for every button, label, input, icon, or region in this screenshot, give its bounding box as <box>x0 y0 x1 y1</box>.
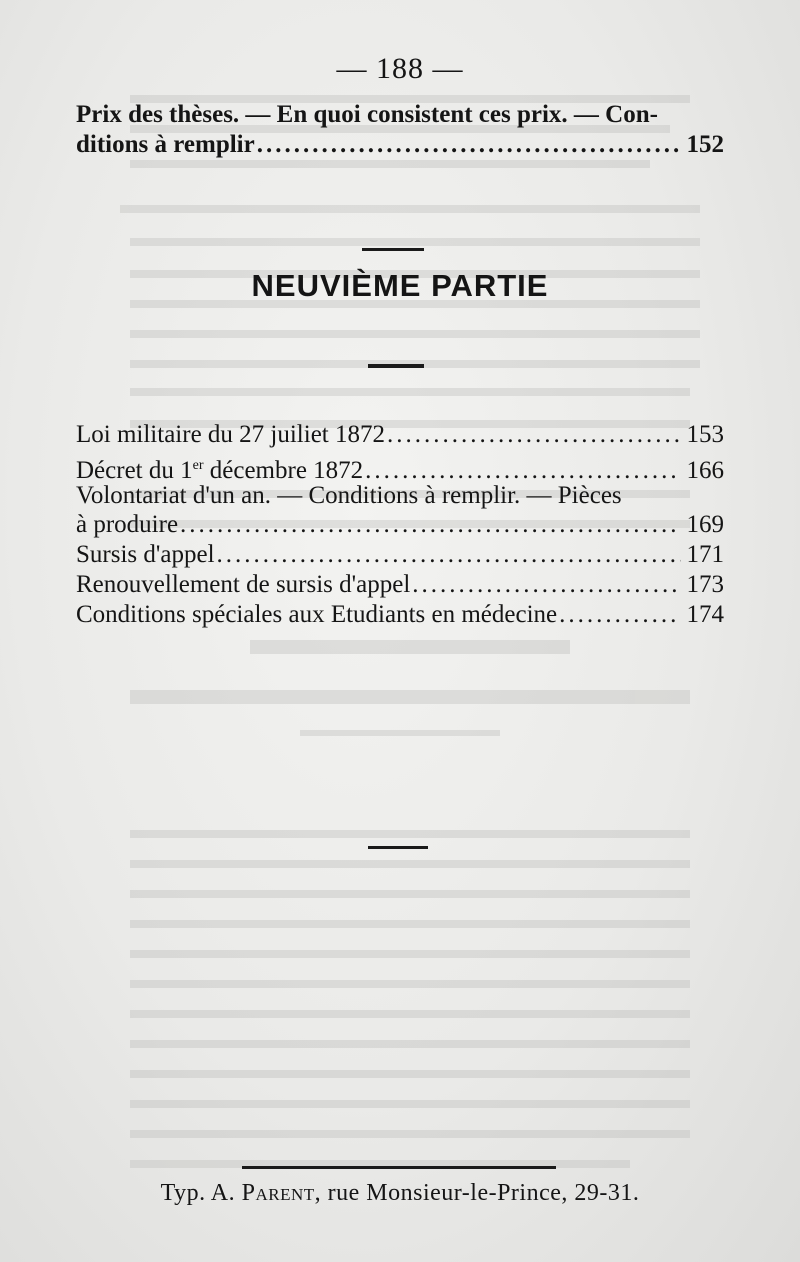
toc-entry-line1: Volontariat d'un an. — Conditions à remplir. — Pièces <box>76 482 622 509</box>
printer-name: Parent <box>241 1180 315 1206</box>
toc-entry-title-part: Décret du 1 <box>76 457 193 484</box>
superscript: er <box>192 458 204 473</box>
rule-above-title <box>362 248 424 251</box>
toc-page-number: 173 <box>686 571 724 598</box>
toc-entry-title: Renouvellement de sursis d'appel <box>76 571 411 598</box>
toc-page-number: 152 <box>686 131 724 158</box>
running-head: — 188 — <box>336 52 464 85</box>
toc-page-number: 166 <box>686 457 724 484</box>
leader-dots <box>257 130 681 160</box>
toc-page-number: 174 <box>686 601 724 628</box>
rule-below-title <box>368 364 424 368</box>
toc-entry <box>76 100 724 130</box>
leader-dots <box>559 600 680 630</box>
toc-entry-title: Sursis d'appel <box>76 541 215 568</box>
leader-dots <box>412 570 680 600</box>
toc-entry-line2: à produire <box>76 511 179 538</box>
toc-entry-line2: ditions à remplir <box>76 131 255 158</box>
imprint-prefix: Typ. A. <box>160 1180 242 1206</box>
toc-entry-title-part: décembre 1872 <box>203 457 364 484</box>
toc-entry <box>76 481 724 511</box>
leader-dots <box>180 510 680 540</box>
toc-entry-continuation <box>76 130 724 160</box>
toc-page-number: 169 <box>686 511 724 538</box>
leader-dots <box>387 420 681 450</box>
footer-rule <box>242 1166 556 1169</box>
toc-page-number: 171 <box>686 541 724 568</box>
toc-entry <box>76 570 724 600</box>
toc-entry-title: Conditions spéciales aux Etudiants en médecine <box>76 601 558 628</box>
printer-imprint <box>0 1180 800 1207</box>
toc-entry-title: Loi militaire du 27 juiliet 1872 <box>76 421 385 448</box>
toc-entry-continuation <box>76 510 724 540</box>
section-divider <box>368 846 428 849</box>
leader-dots <box>217 540 681 570</box>
toc-entry-line1: Prix des thèses. — En quoi consistent ces prix. — Con- <box>76 101 658 128</box>
imprint-address: , rue Monsieur-le-Prince, 29-31. <box>314 1180 640 1206</box>
toc-entry <box>76 420 724 450</box>
toc-entry <box>76 600 724 630</box>
toc-entry <box>76 540 724 570</box>
toc-page-number: 153 <box>686 421 724 448</box>
part-title: NEUVIÈME PARTIE <box>251 268 549 303</box>
